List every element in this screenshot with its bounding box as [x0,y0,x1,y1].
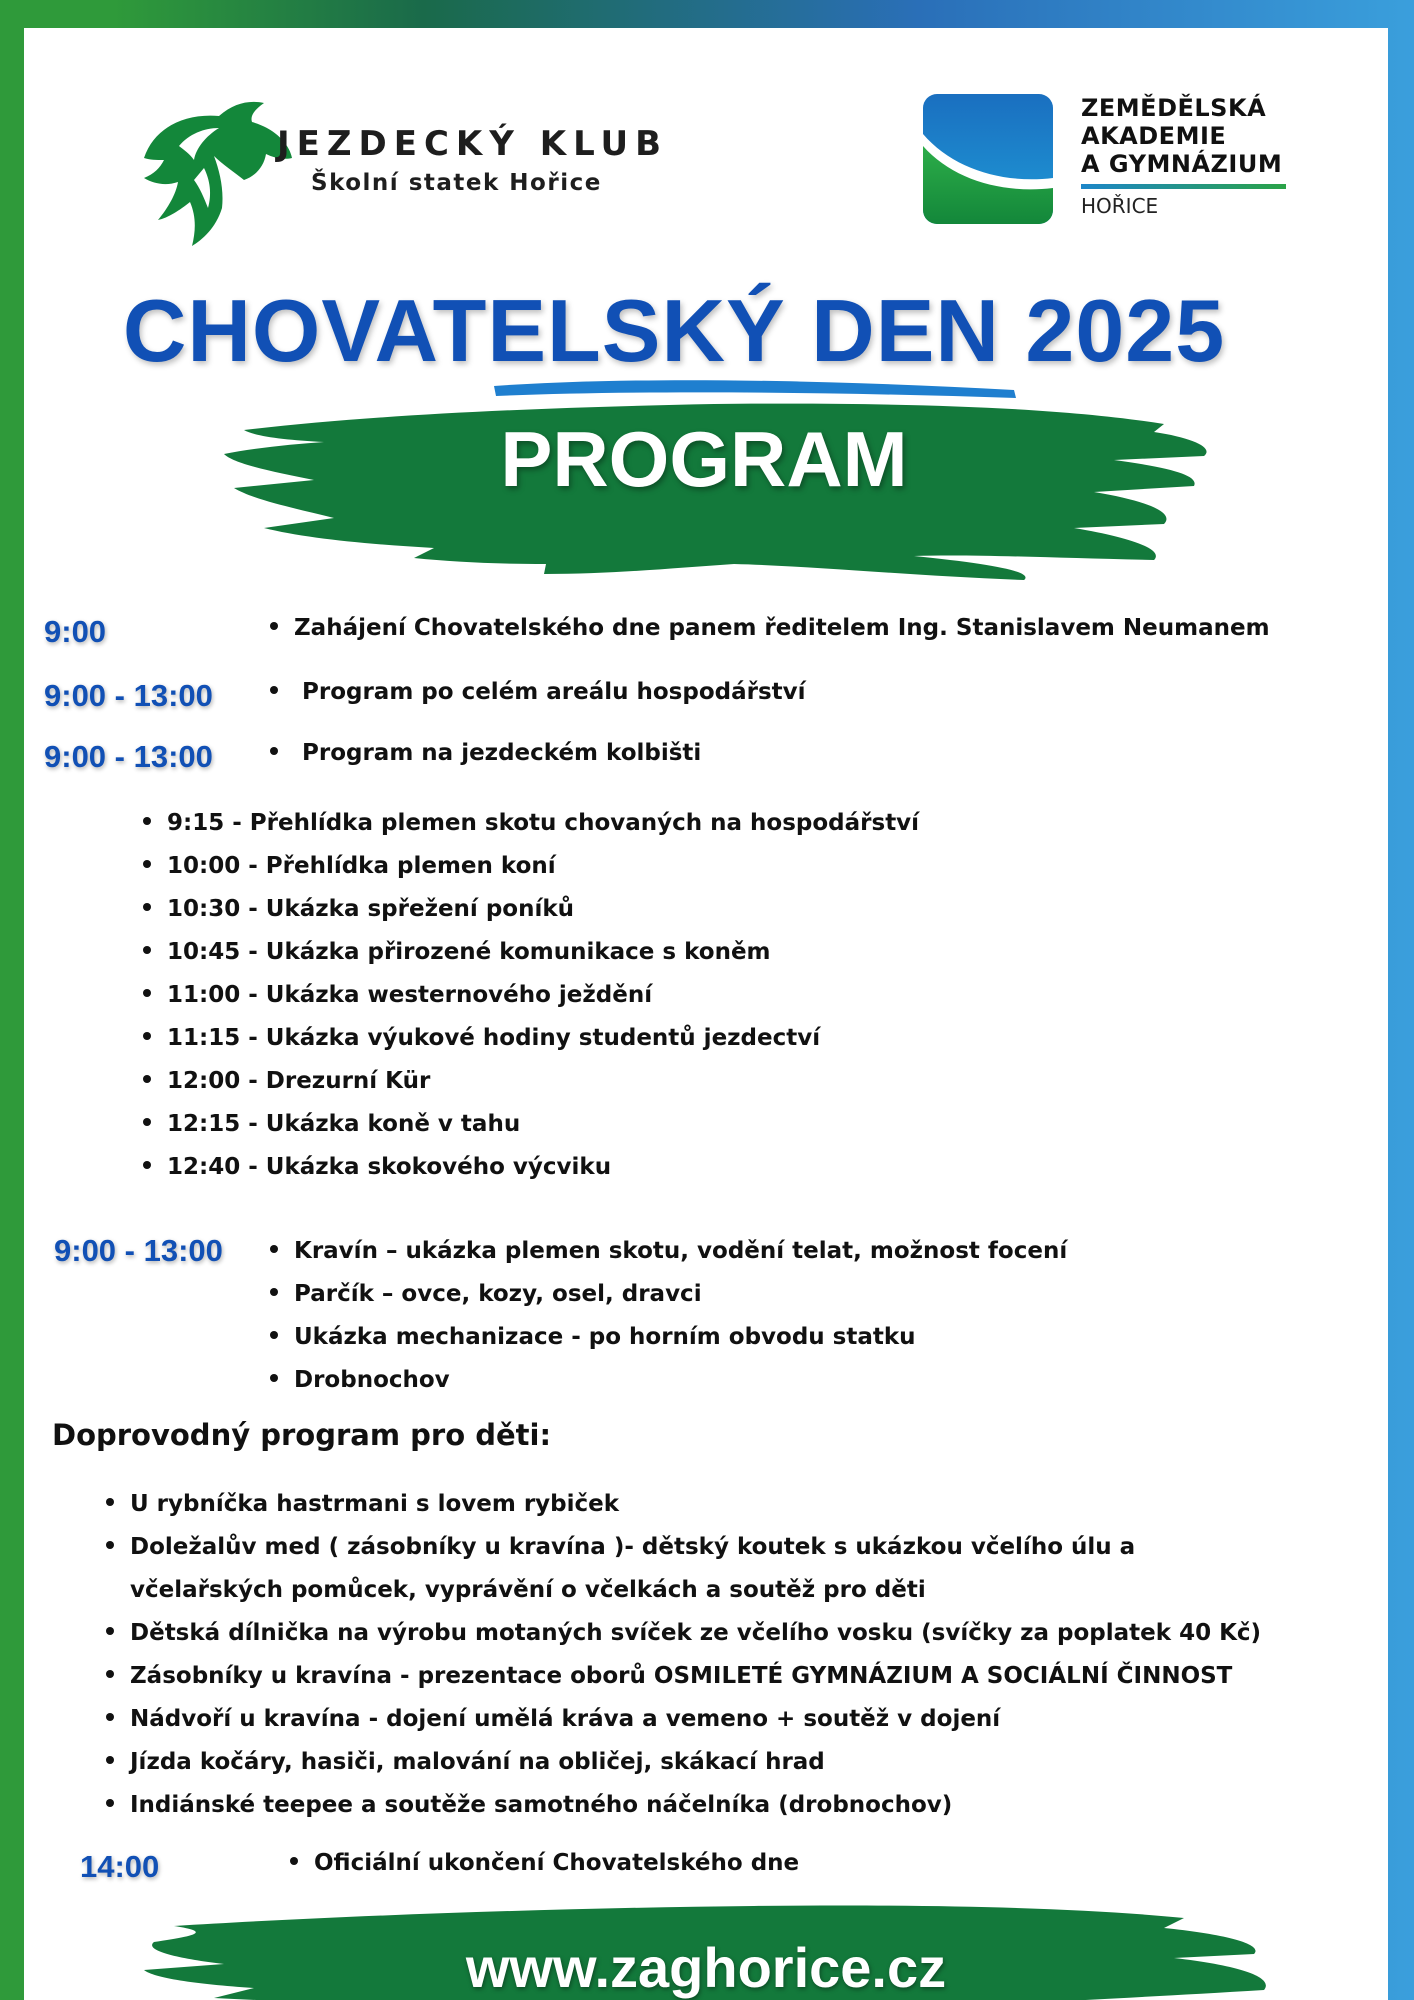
list-item: Drobnochov [270,1359,1067,1402]
list-item: Ukázka mechanizace - po horním obvodu statku [270,1316,1067,1359]
poster [24,28,1388,2000]
list-item: 10:00 - Přehlídka plemen koní [143,845,919,888]
bullet [270,686,278,694]
list-item: Zásobníky u kravína - prezentace oborů OSMILETÉ GYMNÁZIUM A SOCIÁLNÍ ČINNOST [106,1655,1261,1698]
club-name: JEZDECKÝ KLUB [277,124,669,164]
list-item: 12:40 - Ukázka skokového výcviku [143,1146,919,1189]
list-item: Indiánské teepee a soutěže samotného náčelníka (drobnochov) [106,1784,1261,1827]
list-item: Kravín – ukázka plemen skotu, vodění telat, možnost focení [270,1230,1067,1273]
arena-program-list [143,802,919,1189]
list-item: Parčík – ovce, kozy, osel, dravci [270,1273,1067,1316]
school-town: HOŘICE [1081,194,1159,218]
bullet [290,1857,298,1865]
list-item: 11:15 - Ukázka výukové hodiny studentů jezdectví [143,1017,919,1060]
bullet [270,747,278,755]
school-name-line1: ZEMĚDĚLSKÁ [1081,94,1267,122]
list-item: Doležalův med ( zásobníky u kravína )- dětský koutek s ukázkou včelího úlu a [106,1526,1261,1569]
list-item: 11:00 - Ukázka westernového ježdění [143,974,919,1017]
horse-head-icon [124,98,294,248]
page-title: CHOVATELSKÝ DEN 2025 [122,281,1226,380]
school-logo-divider [1081,184,1286,189]
list-item: 12:00 - Drezurní Kür [143,1060,919,1103]
schedule-item: Oficiální ukončení Chovatelského dne [290,1850,799,1876]
schedule-item: Program na jezdeckém kolbišti [270,740,701,766]
list-item: 10:45 - Ukázka přirozené komunikace s koněm [143,931,919,974]
website-link[interactable]: www.zaghorice.cz [465,1936,947,1999]
schedule-item: Zahájení Chovatelského dne panem ředitelem Ing. Stanislavem Neumanem [270,615,1270,641]
time-label: 14:00 [80,1849,160,1884]
farm-program-list [270,1230,1067,1402]
list-item: Jízda kočáry, hasiči, malování na obličej, skákací hrad [106,1741,1261,1784]
school-name-line2: AKADEMIE [1081,122,1227,150]
time-label: 9:00 - 13:00 [44,739,213,774]
list-item: U rybníčka hastrmani s lovem rybiček [106,1483,1261,1526]
list-item-continuation: včelařských pomůcek, vyprávění o včelkách a soutěž pro děti [130,1577,926,1603]
club-subtitle: Školní statek Hořice [311,170,602,196]
time-label: 9:00 - 13:00 [44,678,213,713]
list-item: 10:30 - Ukázka spřežení poníků [143,888,919,931]
bullet [270,622,278,630]
time-label: 9:00 - 13:00 [54,1233,223,1268]
program-heading: PROGRAM [500,415,908,503]
list-item: 12:15 - Ukázka koně v tahu [143,1103,919,1146]
school-name-line3: A GYMNÁZIUM [1081,150,1283,178]
kids-program-list [106,1483,1261,1827]
time-label: 9:00 [44,614,107,649]
kids-program-heading: Doprovodný program pro děti: [52,1418,552,1452]
schedule-item: Program po celém areálu hospodářství [270,679,806,705]
list-item: Nádvoří u kravína - dojení umělá kráva a vemeno + soutěž v dojení [106,1698,1261,1741]
list-item: Dětská dílnička na výrobu motaných svíček ze včelího vosku (svíčky za poplatek 40 Kč) [106,1612,1261,1655]
list-item: 9:15 - Přehlídka plemen skotu chovaných na hospodářství [143,802,919,845]
school-emblem-icon [923,94,1053,224]
